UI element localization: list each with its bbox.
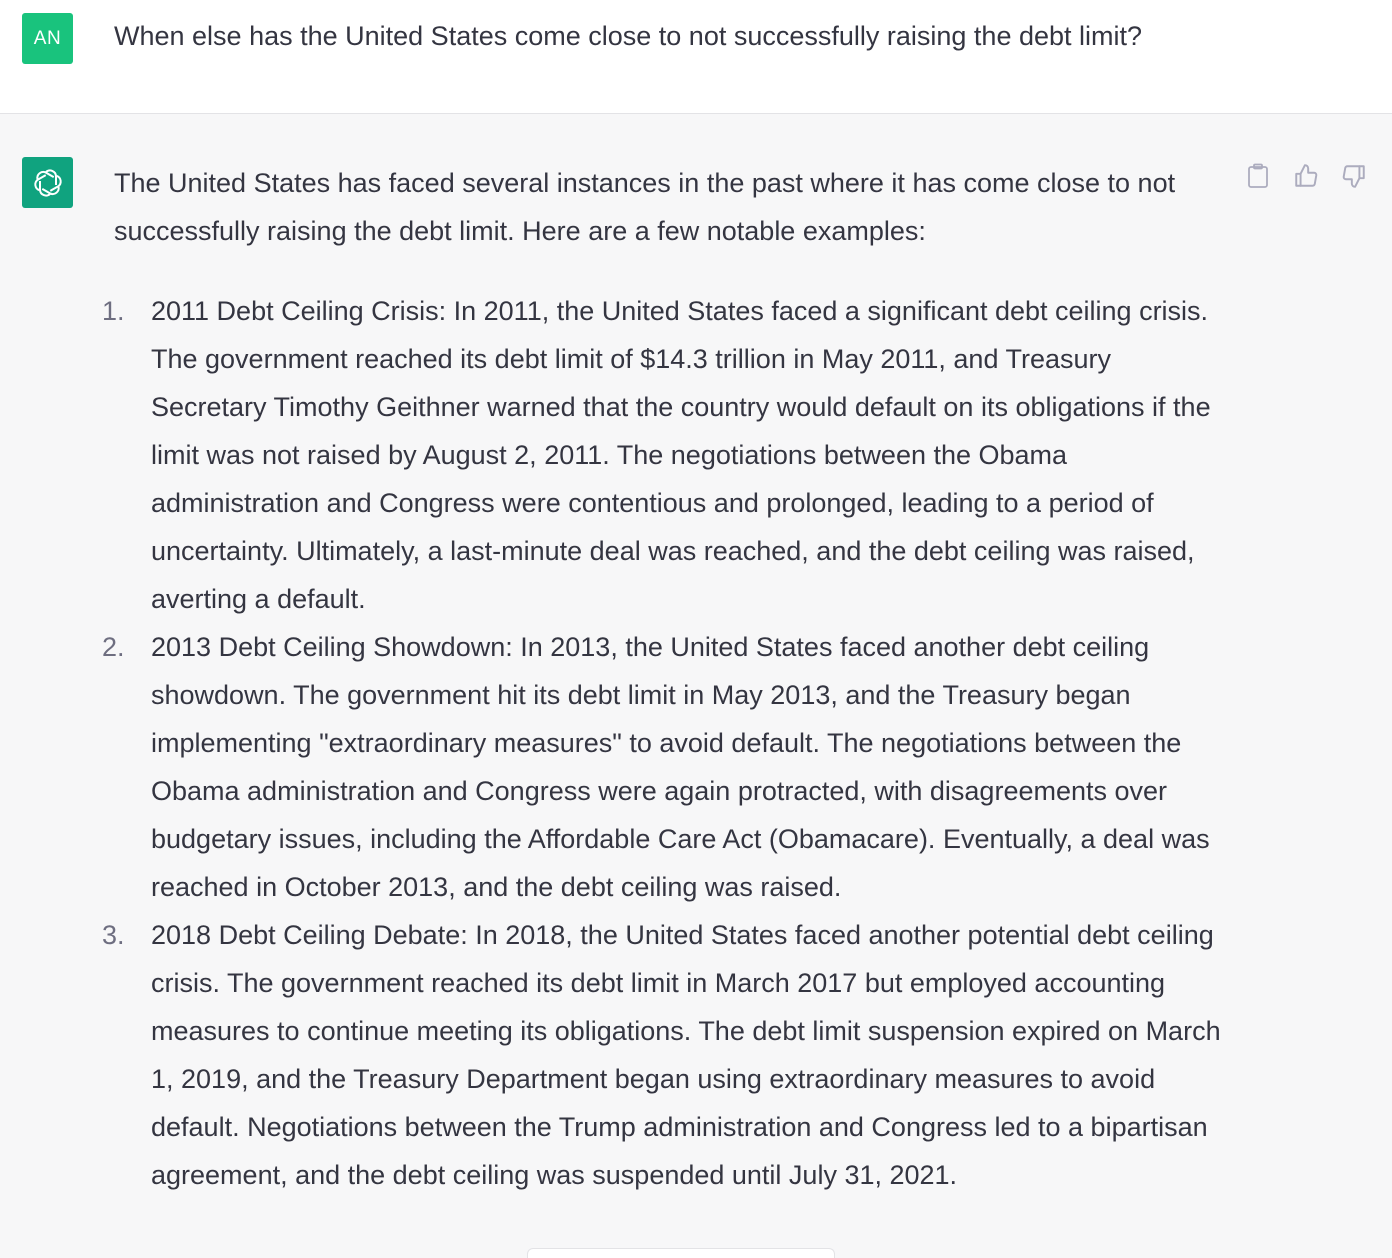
answer-list [102,287,1229,1199]
regenerate-button-edge[interactable] [527,1248,835,1258]
assistant-message-body [102,159,1229,1199]
list-item-number: 3. [102,920,125,950]
list-item-text: 2013 Debt Ceiling Showdown: In 2013, the United States faced another debt ceiling showdown. The government hit its debt limit in May 2013, and the Treasury began implementing "extraordinary measures" to avoid default. The negotiations between the Obama administration and Congress were again protracted, with disagreements over budgetary issues, including the Affordable Care Act (Obamacare). Eventually, a deal was reached in October 2013, and the debt ceiling was raised. [151,632,1210,902]
list-item-number: 2. [102,632,125,662]
assistant-avatar [22,157,73,208]
assistant-intro-text: The United States has faced several instances in the past where it has come close to not successfully raising the debt limit. Here are a few notable examples: [114,168,1176,246]
user-avatar-initials: AN [33,27,62,49]
user-message-text: When else has the United States come close to not successfully raising the debt limit? [114,21,1143,51]
list-item-text: 2011 Debt Ceiling Crisis: In 2011, the United States faced a significant debt ceiling crisis. The government reached its debt limit of $14.3 trillion in May 2011, and Treasury Secretary Timothy Geithner warned that the country would default on its obligations if the limit was not raised by August 2, 2011. The negotiations between the Obama administration and Congress were contentious and prolonged, leading to a period of uncertainty. Ultimately, a last-minute deal was reached, and the debt ceiling was raised, averting a default. [151,296,1211,614]
like-button[interactable] [1292,161,1320,191]
list-item [102,911,1229,1199]
clipboard-icon [1246,163,1270,189]
user-message-row [0,0,1392,114]
openai-logo-icon [31,166,65,200]
thumbs-up-icon [1293,163,1319,189]
message-actions [1244,161,1368,191]
list-item [102,287,1229,623]
list-item-text: 2018 Debt Ceiling Debate: In 2018, the United States faced another potential debt ceiling crisis. The government reached its debt limit in March 2017 but employed accounting measures to continue meeting its obligations. The debt limit suspension expired on March 1, 2019, and the Treasury Department began using extraordinary measures to avoid default. Negotiations between the Trump administration and Congress led to a bipartisan agreement, and the debt ceiling was suspended until July 31, 2021. [151,920,1221,1190]
thumbs-down-icon [1341,163,1367,189]
copy-button[interactable] [1244,161,1272,191]
user-avatar [22,13,73,64]
assistant-message-row [0,114,1392,1258]
list-item-number: 1. [102,296,125,326]
list-item [102,623,1229,911]
dislike-button[interactable] [1340,161,1368,191]
